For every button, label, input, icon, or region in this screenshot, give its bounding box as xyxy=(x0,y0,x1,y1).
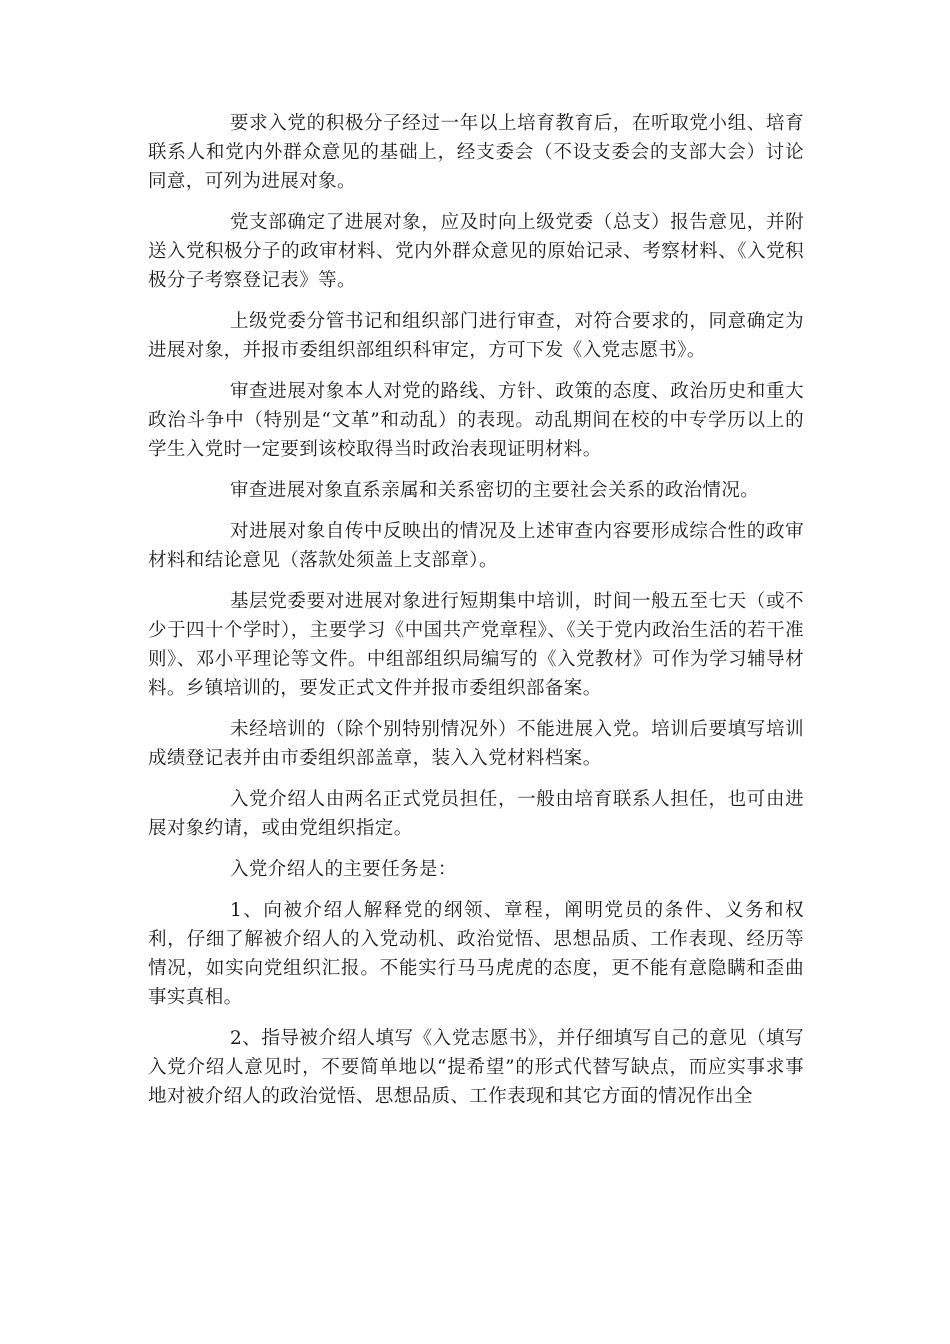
paragraph-9: 入党介绍人由两名正式党员担任，一般由培育联系人担任，也可由进展对象约请，或由党组织指定。 xyxy=(148,789,804,839)
paragraph-2: 党支部确定了进展对象，应及时向上级党委（总支）报告意见，并附送入党积极分子的政审材料、党内外群众意见的原始记录、考察材料、《入党积极分子考察登记表》等。 xyxy=(148,212,804,291)
paragraph-12: 2、指导被介绍人填写《入党志愿书》，并仔细填写自己的意见（填写入党介绍人意见时，不要简单地以“提希望”的形式代替写缺点，而应实事求事地对被介绍人的政治觉悟、思想品质、工作表现和其它方面的情况作出全 xyxy=(148,1028,804,1107)
paragraph-3: 上级党委分管书记和组织部门进行审查，对符合要求的，同意确定为进展对象，并报市委组织部组织科审定，方可下发《入党志愿书》。 xyxy=(148,311,804,361)
paragraph-1: 要求入党的积极分子经过一年以上培育教育后，在听取党小组、培育联系人和党内外群众意见的基础上，经支委会（不设支委会的支部大会）讨论同意，可列为进展对象。 xyxy=(148,113,804,192)
paragraph-4: 审查进展对象本人对党的路线、方针、政策的态度、政治历史和重大政治斗争中（特别是“文革”和动乱）的表现。动乱期间在校的中专学历以上的学生入党时一定要到该校取得当时政治表现证明材料。 xyxy=(148,381,804,460)
document-body xyxy=(148,109,804,1123)
paragraph-7: 基层党委要对进展对象进行短期集中培训，时间一般五至七天（或不少于四十个学时），主要学习《中国共产党章程》、《关于党内政治生活的若干准则》、邓小平理论等文件。中组部组织局编写的《入党教材》可作为学习辅导材料。乡镇培训的，要发正式文件并报市委组织部备案。 xyxy=(148,591,804,699)
paragraph-8: 未经培训的（除个别特别情况外）不能进展入党。培训后要填写培训成绩登记表并由市委组织部盖章，装入入党材料档案。 xyxy=(148,719,804,769)
paragraph-6: 对进展对象自传中反映出的情况及上述审查内容要形成综合性的政审材料和结论意见（落款处须盖上支部章）。 xyxy=(148,521,804,571)
paragraph-5: 审查进展对象直系亲属和关系密切的主要社会关系的政治情况。 xyxy=(230,480,760,501)
paragraph-10: 入党介绍人的主要任务是： xyxy=(230,859,457,880)
paragraph-11: 1、向被介绍人解释党的纲领、章程，阐明党员的条件、义务和权利，仔细了解被介绍人的入党动机、政治觉悟、思想品质、工作表现、经历等情况，如实向党组织汇报。不能实行马马虎虎的态度，更不能有意隐瞒和歪曲事实真相。 xyxy=(148,900,804,1008)
